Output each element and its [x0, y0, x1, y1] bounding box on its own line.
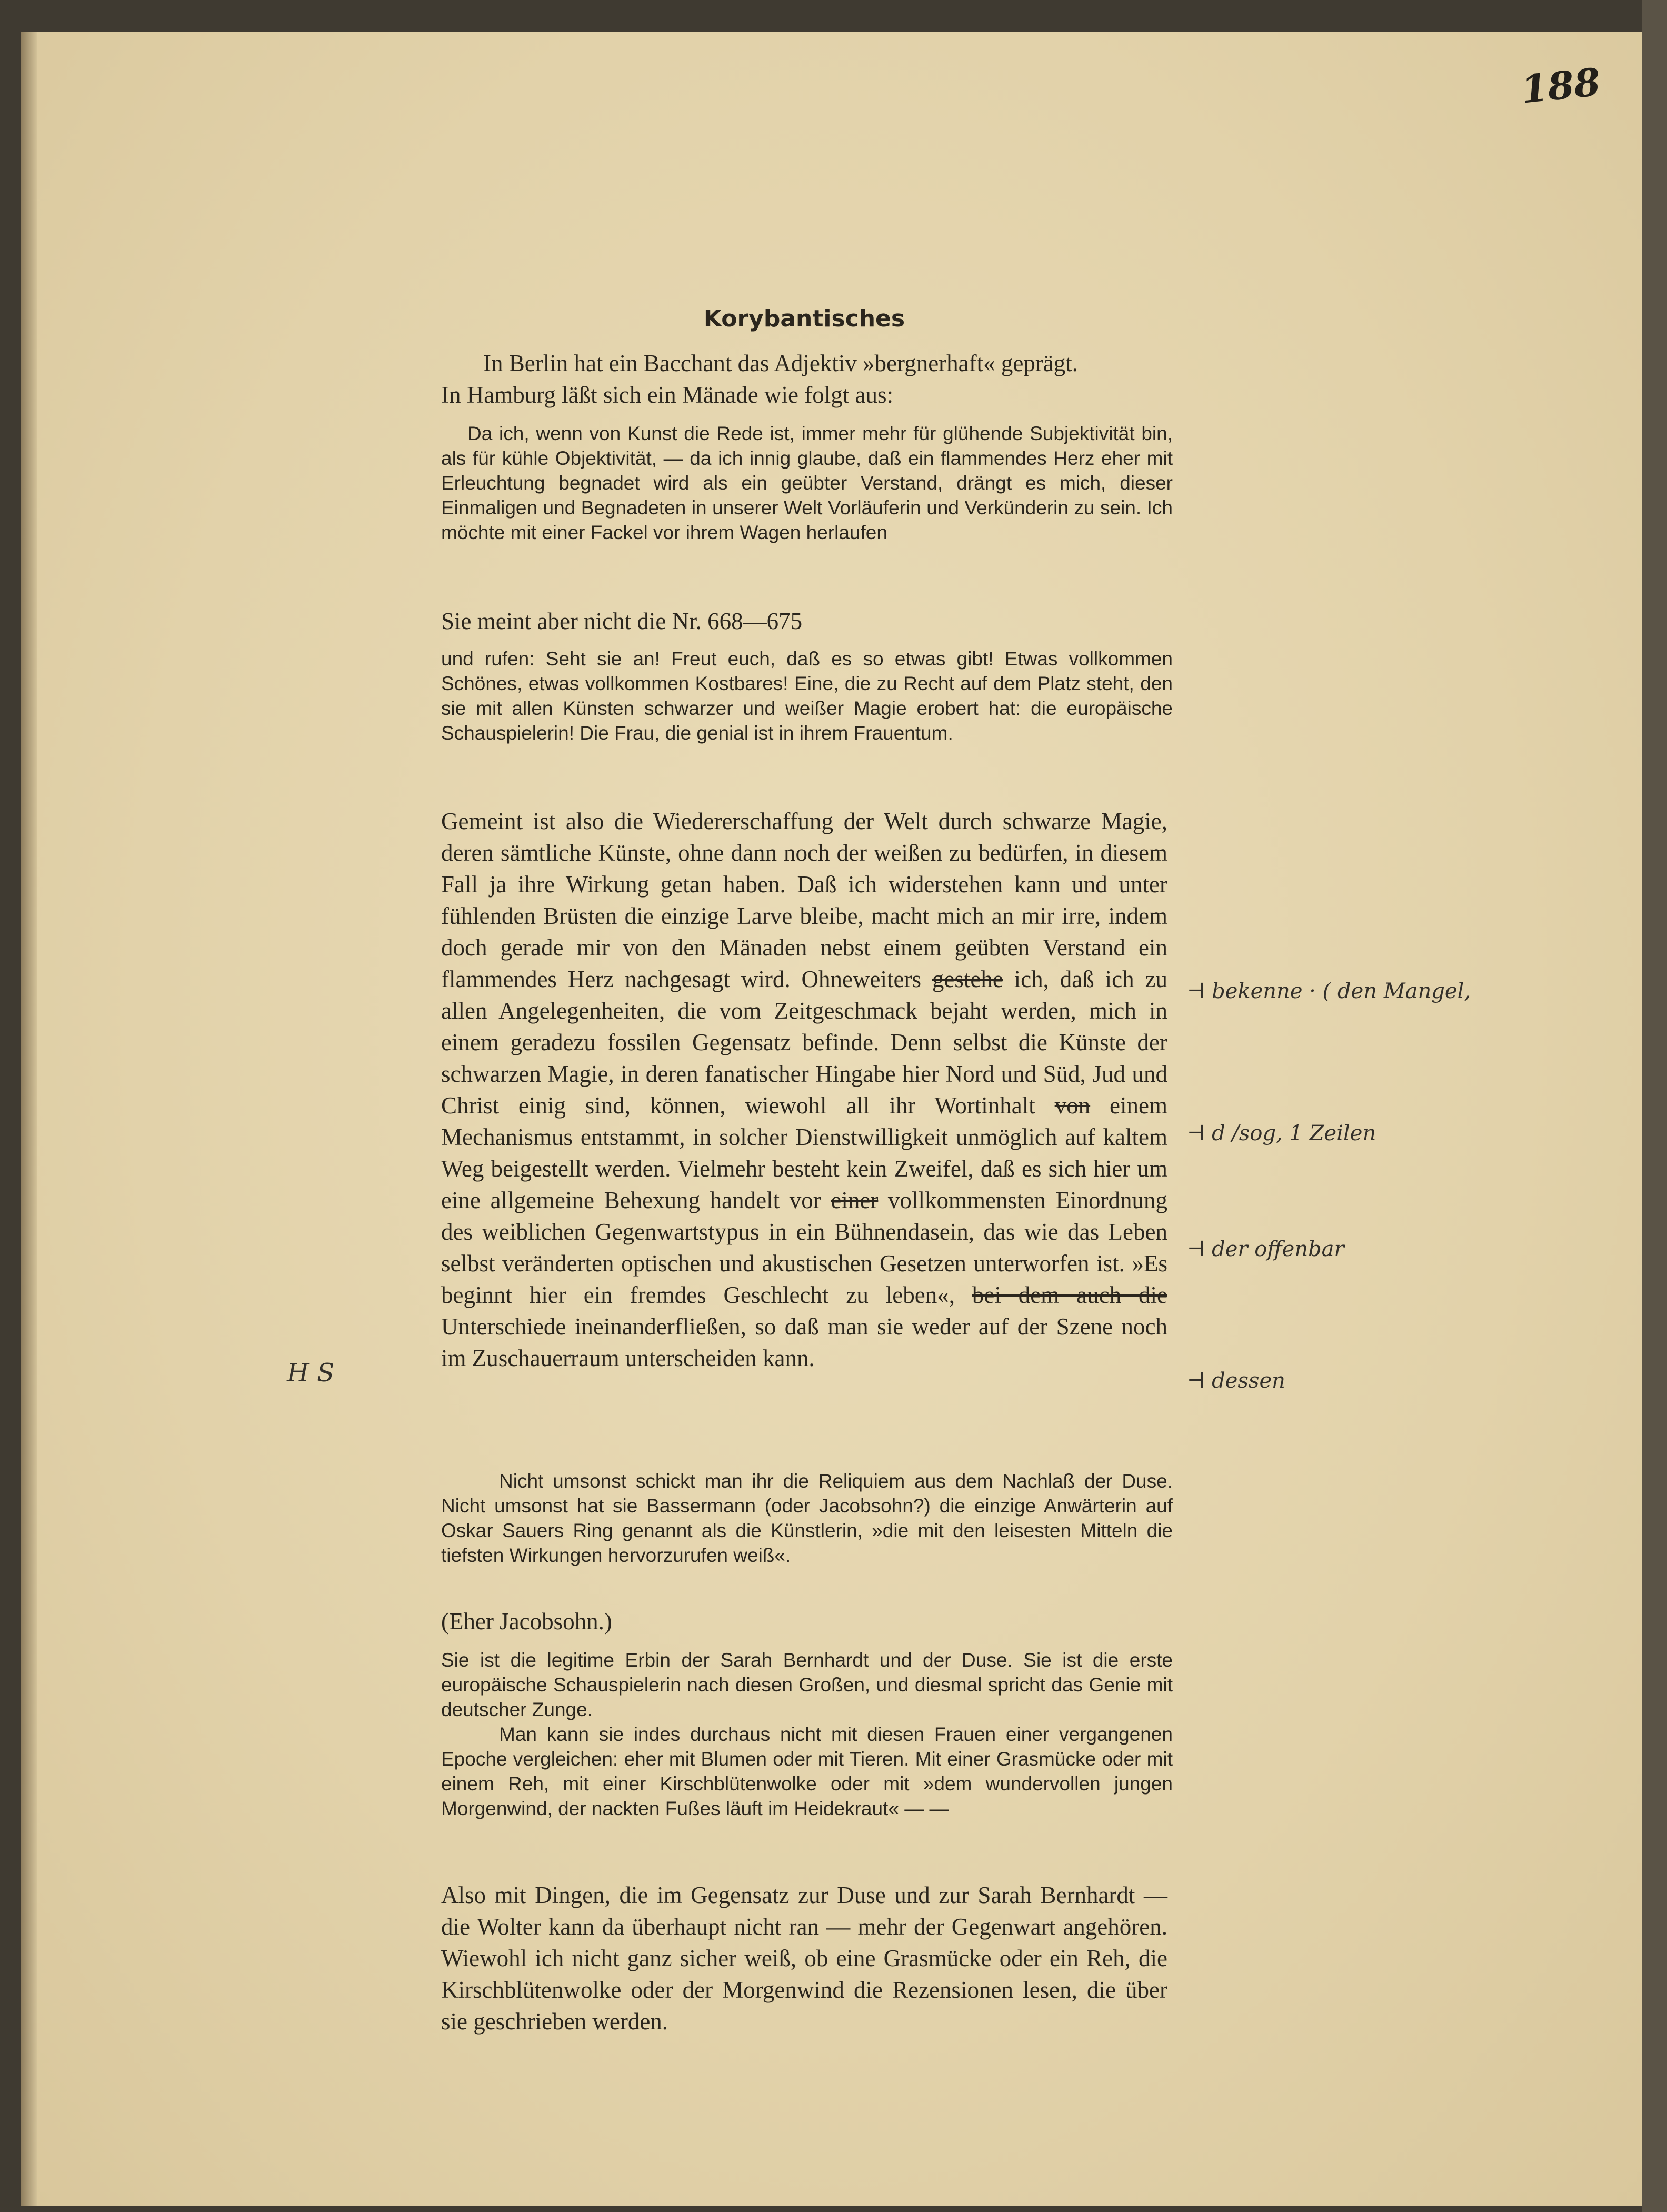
- struck-word-2: von: [1054, 1092, 1091, 1119]
- paragraph-1-part-d: vollkommensten Einordnung des weiblichen Gegenwartstypus in ein Bühnendasein, das wie das Leben selbst veränderten optischen und akustischen Gesetzen unterworfen ist. »Es beginnt hier ein fremdes Geschlecht zu leben«,: [441, 1187, 1168, 1308]
- intro: [441, 347, 1178, 411]
- handwritten-margin-note-4: ⊣ dessen: [1187, 1369, 1285, 1393]
- paragraph-1: [441, 805, 1167, 1374]
- struck-phrase-4: bei dem auch die: [972, 1282, 1167, 1308]
- struck-word-1: gestehe: [932, 966, 1003, 992]
- quote-2: und rufen: Seht sie an! Freut euch, daß es so etwas gibt! Etwas vollkommen Schönes, etwas vollkommen Kostbares! Eine, die zu Recht auf dem Platz steht, den sie mit allen Künsten schwarzer und weißer Magie erobert hat: die europäische Schauspielerin! Die Frau, die genial ist in ihrem Frauentum.: [441, 648, 1173, 744]
- paragraph-1-part-c: einem Mechanismus entstammt, in solcher Dienstwilligkeit unmöglich auf kaltem Weg beigestellt werden. Vielmehr besteht kein Zweifel, daß es sich hier um eine allgemeine Behexung handelt vor: [441, 1092, 1168, 1213]
- remark-2: (Eher Jacobsohn.): [441, 1608, 612, 1635]
- scan-background-edge: [1642, 0, 1667, 2212]
- quote-1: Da ich, wenn von Kunst die Rede ist, immer mehr für glühende Subjektivität bin, als für kühle Objektivität, — da ich innig glaube, daß ein flammendes Herz eher mit Erleuchtung begnadet wird als ein geübter Verstand, drängt es mich, dieser Einmaligen und Begnadeten in unserer Welt Vorläuferin und Verkünderin zu sein. Ich möchte mit einer Fackel vor ihrem Wagen herlaufen: [441, 423, 1173, 543]
- quote-3: Nicht umsonst schickt man ihr die Reliquiem aus dem Nachlaß der Duse. Nicht umsonst hat sie Bassermann (oder Jacobsohn?) die einzige Anwärterin auf Oskar Sauers Ring genannt als die Künstlerin, »die mit den leisesten Mitteln die tiefsten Wirkungen hervorzurufen weiß«.: [441, 1470, 1173, 1566]
- handwritten-margin-note-left: H S: [287, 1358, 334, 1388]
- paragraph-1-part-e: Unterschiede ineinanderfließen, so daß man sie weder auf der Szene noch im Zuschauerraum unterscheiden kann.: [441, 1313, 1167, 1371]
- paragraph-1-part-b: ich, daß ich zu allen Angelegenheiten, die vom Zeitgeschmack bejaht werden, mich in einem geradezu fossilen Gegensatz befinde. Denn selbst die Künste der schwarzen Magie, in deren fanatischer Hingabe hier Nord und Süd, Jud und Christ einig sind, können, wiewohl all ihr Wortinhalt: [441, 966, 1167, 1119]
- handwritten-margin-note-1: ⊣ bekenne · ( den Mangel,: [1187, 979, 1471, 1003]
- remark-1: Sie meint aber nicht die Nr. 668—675: [441, 608, 803, 634]
- article: [441, 0, 1173, 2212]
- intro-line-2: In Hamburg läßt sich ein Mänade wie folgt aus:: [441, 382, 893, 408]
- quote-4: Sie ist die legitime Erbin der Sarah Bernhardt und der Duse. Sie ist die erste europäische Schauspielerin nach diesen Großen, und diesmal spricht das Genie mit deutscher Zunge.: [441, 1649, 1173, 1720]
- intro-line-1: In Berlin hat ein Bacchant das Adjektiv »bergnerhaft« geprägt.: [483, 350, 1079, 376]
- handwritten-margin-note-2: ⊣ d /sog, 1 Zeilen: [1187, 1121, 1376, 1145]
- page-number: 188: [1519, 59, 1603, 112]
- quote-5: Man kann sie indes durchaus nicht mit diesen Frauen einer vergangenen Epoche vergleichen: eher mit Blumen oder mit Tieren. Mit einer Grasmücke oder mit einem Reh, mit einer Kirschblütenwolke oder mit »dem wundervollen jungen Morgenwind, der nackten Fußes läuft im Heidekraut« — —: [441, 1723, 1173, 1819]
- paragraph-2: Also mit Dingen, die im Gegensatz zur Duse und zur Sarah Bernhardt — die Wolter kann da überhaupt nicht ran — mehr der Gegenwart angehören. Wiewohl ich nicht ganz sicher weiß, ob eine Grasmücke oder ein Reh, die Kirschblütenwolke oder der Morgenwind die Rezensionen lesen, die über sie geschrieben werden.: [441, 1882, 1167, 2035]
- handwritten-margin-note-3: ⊣ der offenbar: [1187, 1237, 1344, 1261]
- struck-word-3: einer: [831, 1187, 879, 1213]
- paragraph-1-part-a: Gemeint ist also die Wiedererschaffung der Welt durch schwarze Magie, deren sämtliche Künste, ohne dann noch der weißen zu bedürfen, in diesem Fall ja ihre Wirkung getan haben. Daß ich widerstehen kann und unter fühlenden Brüsten die einzige Larve bleibe, macht mich an mir irre, indem doch gerade mir von den Mänaden nebst einem geübten Verstand ein flammendes Herz nachgesagt wird. Ohneweiters: [441, 808, 1167, 992]
- article-title: Korybantisches: [703, 305, 905, 332]
- page-binding-edge: [21, 32, 37, 2206]
